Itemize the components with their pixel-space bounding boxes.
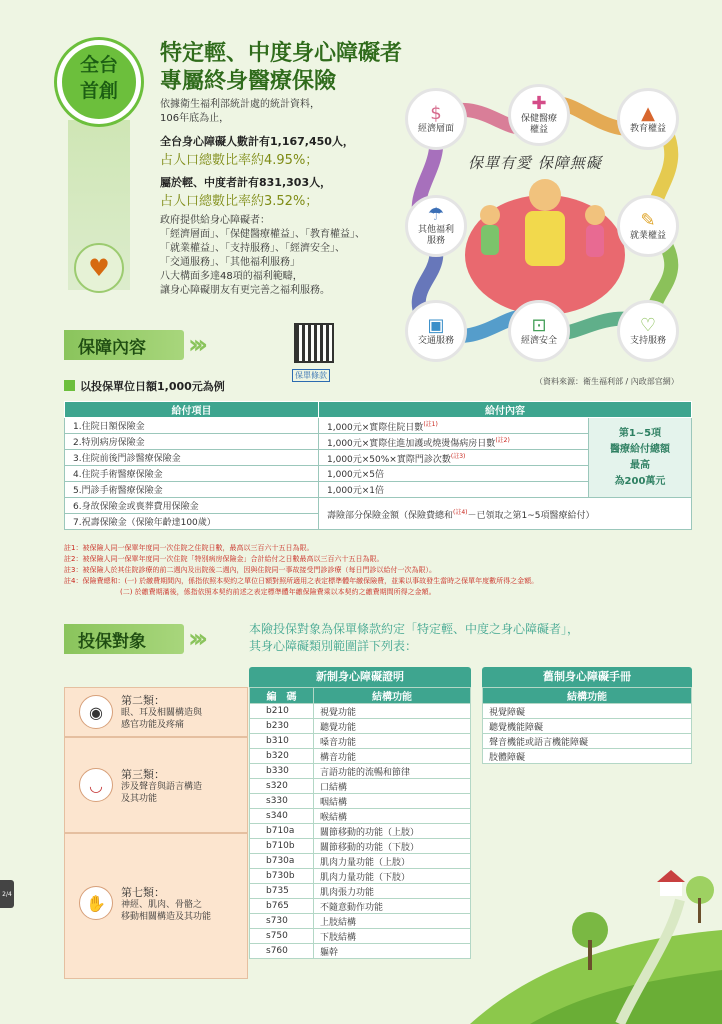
mouth-icon: ◡ bbox=[79, 768, 113, 802]
coverage-section-header bbox=[64, 330, 202, 360]
code-cell: b710a bbox=[250, 824, 314, 839]
insured-intro-line2: 其身心障礙類別範圍詳下列表： bbox=[249, 639, 418, 653]
welfare-economic bbox=[405, 88, 467, 150]
badge-line2: 首創 bbox=[79, 80, 118, 102]
func-cell: 咽結構 bbox=[314, 794, 471, 809]
page-title-line2: 專屬終身醫療保險 bbox=[160, 69, 337, 94]
table-row bbox=[250, 809, 471, 824]
old-handbook-title: 舊制身心障礙手冊 bbox=[482, 667, 692, 687]
table-row bbox=[483, 734, 692, 749]
table-row bbox=[483, 704, 692, 719]
footnotes bbox=[64, 543, 694, 598]
policy-line: 讓身心障礙朋友有更完善之福利服務。 bbox=[160, 285, 330, 296]
table-row bbox=[250, 869, 471, 884]
table-row bbox=[250, 899, 471, 914]
welfare-support bbox=[617, 300, 679, 362]
func-cell: 下肢結構 bbox=[314, 929, 471, 944]
benefit-item: 7.祝壽保險金（保險年齡達100歲） bbox=[65, 514, 319, 530]
benefit-content bbox=[319, 450, 589, 466]
table-row bbox=[250, 884, 471, 899]
content-text: 1,000元×實際住進加護或燒燙傷病房日數 bbox=[327, 438, 496, 449]
category-2-box bbox=[64, 687, 248, 737]
table-row bbox=[250, 944, 471, 959]
benefit-item: 3.住院前後門診醫療保險金 bbox=[65, 450, 319, 466]
benefit-table bbox=[64, 401, 692, 530]
code-cell: b330 bbox=[250, 764, 314, 779]
func-cell: 上肢結構 bbox=[314, 914, 471, 929]
footnote: 註2：被保險人同一保單年度同一次住院「特別病房保險金」合計給付之日數最高以三百六十五日為限。 bbox=[64, 555, 384, 563]
code-cell: b765 bbox=[250, 899, 314, 914]
page-title-line1: 特定輕、中度身心障礙者 bbox=[160, 41, 403, 66]
category-3-box bbox=[64, 737, 248, 833]
stat-mild: 屬於輕、中度者計有831,303人， bbox=[160, 176, 332, 189]
intro-text bbox=[160, 98, 320, 126]
old-func-cell: 肢體障礙 bbox=[483, 749, 692, 764]
table-row bbox=[483, 749, 692, 764]
note-ref: (註2) bbox=[495, 436, 510, 444]
func-cell: 軀幹 bbox=[314, 944, 471, 959]
bullet-square bbox=[64, 380, 75, 391]
welfare-employment bbox=[617, 195, 679, 257]
table-header: 編 碼 bbox=[250, 688, 314, 704]
hand-icon: ✋ bbox=[79, 886, 113, 920]
heart-icon: ♥ bbox=[74, 243, 124, 293]
welfare-label: 經濟安全 bbox=[520, 335, 557, 346]
benefit-item: 2.特別病房保險金 bbox=[65, 434, 319, 450]
welfare-other bbox=[405, 195, 467, 257]
code-cell: b210 bbox=[250, 704, 314, 719]
summary-line: 第1~5項 bbox=[618, 427, 662, 439]
summary-line: 醫療給付總額 bbox=[610, 443, 670, 455]
func-cell: 喉結構 bbox=[314, 809, 471, 824]
landscape-illustration bbox=[470, 820, 722, 1024]
category-title: 第七類： bbox=[121, 886, 165, 899]
welfare-security bbox=[508, 300, 570, 362]
welfare-label: 就業權益 bbox=[629, 230, 666, 241]
table-row bbox=[250, 749, 471, 764]
code-cell: b730a bbox=[250, 854, 314, 869]
benefit-item: 1.住院日額保險金 bbox=[65, 418, 319, 434]
content-text: 1,000元×實際住院日數 bbox=[327, 422, 424, 433]
func-cell: 不隨意動作功能 bbox=[314, 899, 471, 914]
summary-line: 最高 bbox=[630, 459, 650, 471]
stat-total-ratio: 占人口總數比率約4.95%； bbox=[160, 153, 319, 168]
table-row bbox=[65, 418, 692, 434]
welfare-medical bbox=[508, 84, 570, 146]
benefit-item: 4.住院手術醫療保險金 bbox=[65, 466, 319, 482]
benefit-item: 6.身故保險金或喪葬費用保險金 bbox=[65, 498, 319, 514]
benefit-item: 5.門診手術醫療保險金 bbox=[65, 482, 319, 498]
code-cell: b310 bbox=[250, 734, 314, 749]
qr-code[interactable] bbox=[294, 323, 334, 363]
code-cell: s330 bbox=[250, 794, 314, 809]
source-note: （資料來源：衛生福利部 / 內政部官網） bbox=[535, 377, 679, 386]
old-func-cell: 聲音機能或語言機能障礙 bbox=[483, 734, 692, 749]
footnote: (二) 於繳費期滿後，係指依照本契約前述之表定標準體年繳保險費乘以本契約之繳費期間所得之金額。 bbox=[64, 588, 436, 596]
func-cell: 聽覺功能 bbox=[314, 719, 471, 734]
category-title: 第二類： bbox=[121, 694, 165, 707]
table-row bbox=[250, 734, 471, 749]
graduation-cap-icon: ▲ bbox=[641, 102, 655, 124]
welfare-transport bbox=[405, 300, 467, 362]
umbrella-icon: ☂ bbox=[427, 204, 445, 225]
table-row bbox=[250, 914, 471, 929]
code-cell: s760 bbox=[250, 944, 314, 959]
qr-label: 保單條款 bbox=[292, 369, 330, 382]
intro-line1: 依據衛生福利部統計處的統計資料， bbox=[160, 99, 320, 110]
benefit-summary bbox=[589, 418, 692, 498]
wrench-icon: ✎ bbox=[640, 209, 656, 231]
content-text: 1,000元×50%×實際門診次數 bbox=[327, 454, 451, 465]
code-cell: b320 bbox=[250, 749, 314, 764]
note-ref: (註3) bbox=[450, 452, 466, 460]
func-cell: 肌肉力量功能（下肢） bbox=[314, 869, 471, 884]
lock-icon: ⊡ bbox=[531, 314, 547, 336]
table-row bbox=[250, 929, 471, 944]
welfare-education bbox=[617, 88, 679, 150]
footnote: 註3：被保險人於其住院診療的前二週內及出院後二週內，因與住院同一事故接受門診診療（每日門診以給付一次為限）。 bbox=[64, 566, 436, 574]
policy-line: 八大構面多達48項的福利範疇， bbox=[160, 271, 303, 282]
category-desc-line: 神經、肌肉、骨骼之 bbox=[121, 900, 203, 910]
welfare-label: 教育權益 bbox=[629, 123, 666, 134]
category-desc bbox=[121, 707, 202, 731]
eye-icon: ◉ bbox=[79, 695, 113, 729]
table-header: 給付項目 bbox=[65, 402, 319, 418]
category-desc-line: 涉及聲音與語言構造 bbox=[121, 782, 203, 792]
heart-outline-icon: ♡ bbox=[639, 314, 657, 336]
coverage-section-title: 保障內容 bbox=[64, 330, 184, 360]
note-ref: (註4) bbox=[453, 508, 468, 516]
new-cert-title: 新制身心障礙證明 bbox=[249, 667, 471, 687]
table-row bbox=[250, 794, 471, 809]
table-header-row bbox=[65, 402, 692, 418]
category-desc bbox=[121, 781, 202, 805]
medical-cross-icon: ✚ bbox=[531, 93, 547, 114]
policy-text bbox=[160, 214, 400, 298]
table-row bbox=[483, 719, 692, 734]
category-7-box bbox=[64, 833, 248, 979]
code-cell: b710b bbox=[250, 839, 314, 854]
func-cell: 構音功能 bbox=[314, 749, 471, 764]
welfare-label: 經濟層面 bbox=[417, 123, 454, 134]
content-text: 壽險部分保險金額（保險費總和 bbox=[327, 510, 454, 521]
welfare-label: 支持服務 bbox=[629, 335, 666, 346]
func-cell: 肌肉力量功能（上肢） bbox=[314, 854, 471, 869]
table-row bbox=[250, 854, 471, 869]
policy-line: 「經濟層面」、「保健醫療權益」、「教育權益」、 bbox=[160, 229, 365, 240]
insured-section-header bbox=[64, 624, 202, 654]
table-row bbox=[250, 719, 471, 734]
table-row bbox=[250, 704, 471, 719]
bus-icon: ▣ bbox=[427, 314, 445, 336]
code-cell: b730b bbox=[250, 869, 314, 884]
policy-line: 政府提供給身心障礙者： bbox=[160, 215, 270, 226]
intro-line2: 106年底為止， bbox=[160, 113, 230, 124]
code-cell: s730 bbox=[250, 914, 314, 929]
welfare-label: 交通服務 bbox=[417, 335, 454, 346]
money-icon: $ bbox=[430, 102, 442, 124]
old-handbook-table bbox=[482, 687, 692, 764]
table-header-row bbox=[483, 688, 692, 704]
page-number-tab: 2/4 bbox=[0, 880, 14, 908]
footnote: 註1：被保險人同一保單年度同一次住院之住院日數，最高以三百六十五日為限。 bbox=[64, 544, 314, 552]
func-cell: 嗓音功能 bbox=[314, 734, 471, 749]
old-func-cell: 視覺障礙 bbox=[483, 704, 692, 719]
content-text: －已領取之第1~5項醫療給付） bbox=[467, 510, 595, 521]
policy-line: 「交通服務」、「其他福利服務」 bbox=[160, 257, 300, 268]
policy-line: 「就業權益」、「支持服務」、「經濟安全」、 bbox=[160, 243, 345, 254]
category-desc-line: 眼、耳及相關構造與 bbox=[121, 708, 203, 718]
category-desc-line: 感官功能及疼痛 bbox=[121, 720, 185, 730]
category-desc-line: 及其功能 bbox=[121, 794, 158, 804]
table-header: 結構功能 bbox=[314, 688, 471, 704]
welfare-label: 保健醫療 權益 bbox=[520, 114, 557, 135]
badge-text bbox=[57, 52, 141, 104]
benefit-content bbox=[319, 498, 692, 530]
func-cell: 言語功能的流暢和節律 bbox=[314, 764, 471, 779]
footnote: 註4：保險費總和：(一) 於繳費期間內，係指依照本契約之單位日額對照所適用之表定標準體年繳保險費，並乘以事故發生當時之保單年度數所得之金額。 bbox=[64, 577, 539, 585]
unit-label: 以投保單位日額1,000元為例 bbox=[80, 380, 225, 393]
table-header: 給付內容 bbox=[319, 402, 692, 418]
func-cell: 口結構 bbox=[314, 779, 471, 794]
insured-intro-line1: 本險投保對象為保單條款約定「特定輕、中度之身心障礙者」， bbox=[249, 622, 580, 636]
old-func-cell: 聽覺機能障礙 bbox=[483, 719, 692, 734]
stat-mild-ratio: 占人口總數比率約3.52%； bbox=[160, 194, 319, 209]
insured-intro bbox=[249, 621, 579, 655]
benefit-content bbox=[319, 434, 589, 450]
category-desc bbox=[121, 899, 211, 923]
table-row bbox=[65, 498, 692, 514]
category-title: 第三類： bbox=[121, 768, 165, 781]
table-row bbox=[250, 839, 471, 854]
category-desc-line: 移動相關構造及其功能 bbox=[121, 912, 212, 922]
code-cell: b230 bbox=[250, 719, 314, 734]
welfare-label: 其他福利 服務 bbox=[417, 225, 454, 246]
benefit-content: 1,000元×1倍 bbox=[319, 482, 589, 498]
code-cell: s320 bbox=[250, 779, 314, 794]
table-header-row bbox=[250, 688, 471, 704]
table-row bbox=[250, 824, 471, 839]
func-cell: 肌肉張力功能 bbox=[314, 884, 471, 899]
benefit-content: 1,000元×5倍 bbox=[319, 466, 589, 482]
table-row bbox=[250, 779, 471, 794]
table-header: 結構功能 bbox=[483, 688, 692, 704]
stat-total: 全台身心障礙人數計有1,167,450人， bbox=[160, 135, 354, 148]
func-cell: 關節移動的功能（下肢） bbox=[314, 839, 471, 854]
func-cell: 關節移動的功能（上肢） bbox=[314, 824, 471, 839]
table-row bbox=[250, 764, 471, 779]
code-cell: s750 bbox=[250, 929, 314, 944]
chevrons-icon: ››› bbox=[188, 330, 203, 360]
code-cell: s340 bbox=[250, 809, 314, 824]
benefit-content bbox=[319, 418, 589, 434]
new-cert-table bbox=[249, 687, 471, 959]
func-cell: 視覺功能 bbox=[314, 704, 471, 719]
summary-line: 為200萬元 bbox=[614, 475, 666, 487]
badge-line1: 全台 bbox=[79, 54, 118, 76]
note-ref: (註1) bbox=[423, 420, 438, 428]
ring-slogan: 保單有愛 保障無礙 bbox=[468, 154, 602, 172]
code-cell: b735 bbox=[250, 884, 314, 899]
insured-section-title: 投保對象 bbox=[64, 624, 184, 654]
chevrons-icon: ››› bbox=[188, 624, 203, 654]
